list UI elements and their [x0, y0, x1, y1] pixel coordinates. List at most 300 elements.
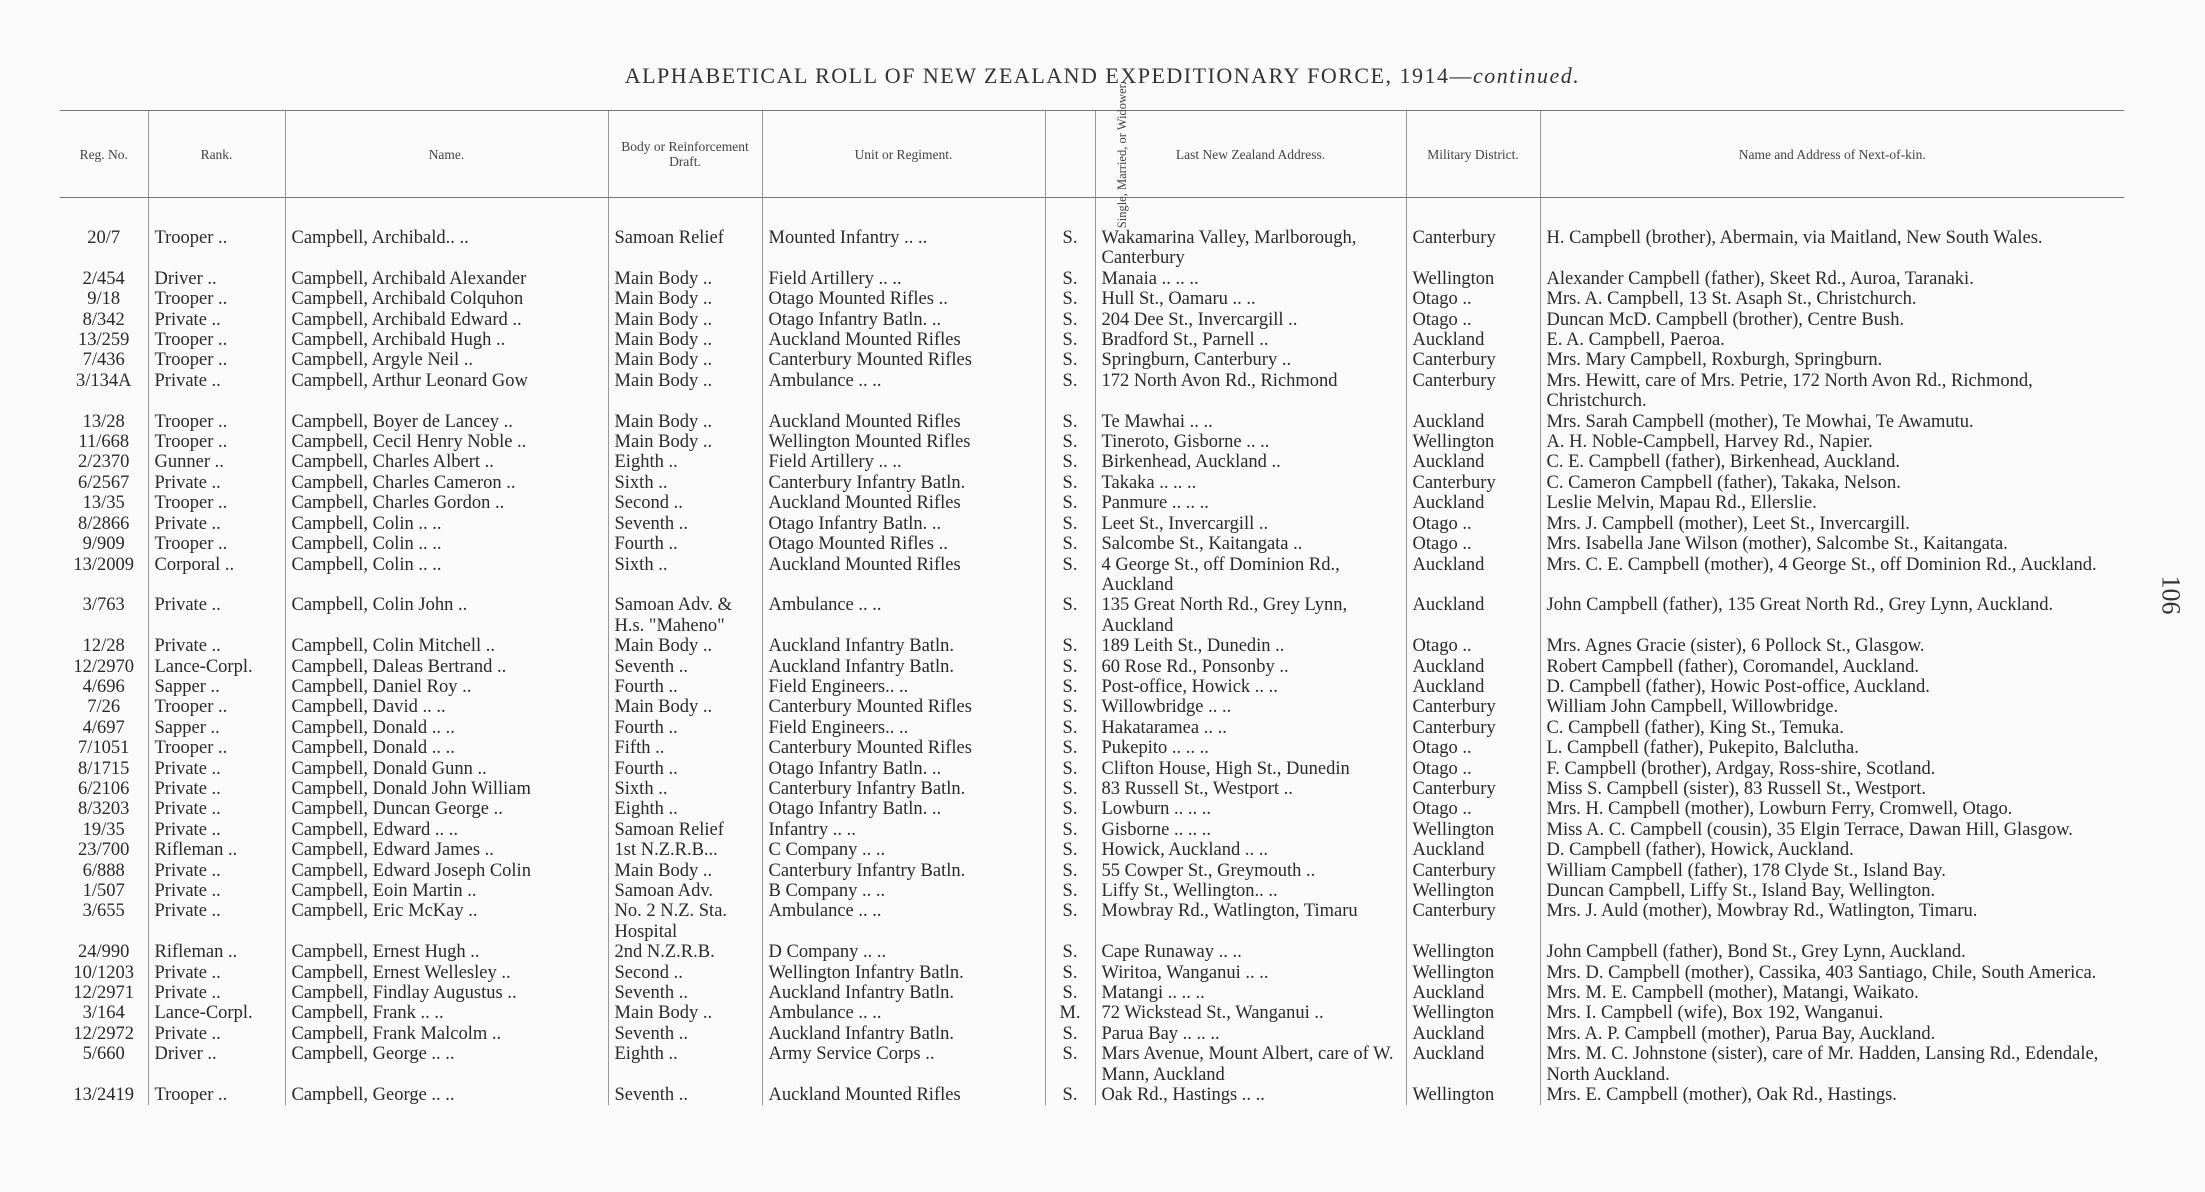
- table-row: [60, 269, 2124, 289]
- cell-rank: Private ..: [148, 820, 285, 840]
- cell-reg-no: 24/990: [78, 942, 130, 963]
- cell-district: Otago ..: [1406, 636, 1540, 656]
- cell-reg-no: 8/342: [82, 309, 125, 330]
- table-row: [60, 1085, 2124, 1105]
- cell-next-of-kin: E. A. Campbell, Paeroa.: [1540, 330, 2124, 350]
- cell-unit: B Company .. ..: [762, 881, 1045, 901]
- cell-name: Campbell, Donald John William: [285, 779, 608, 799]
- cell-reg-no: 19/35: [82, 819, 125, 840]
- cell-address: 60 Rose Rd., Ponsonby ..: [1095, 657, 1406, 677]
- cell-next-of-kin: D. Campbell (father), Howic Post-office, Auckland.: [1540, 677, 2124, 697]
- cell-marital-status: S.: [1045, 657, 1095, 677]
- cell-rank: Driver ..: [148, 1044, 285, 1085]
- table-row: [60, 861, 2124, 881]
- cell-marital-status: S.: [1045, 371, 1095, 412]
- cell-rank: Lance-Corpl.: [148, 1003, 285, 1023]
- cell-unit: Ambulance .. ..: [762, 595, 1045, 636]
- header-district: Military District.: [1406, 111, 1540, 198]
- cell-unit: Auckland Mounted Rifles: [762, 412, 1045, 432]
- cell-unit: Otago Mounted Rifles ..: [762, 534, 1045, 554]
- cell-next-of-kin: Mrs. Sarah Campbell (mother), Te Mowhai, Te Awamutu.: [1540, 412, 2124, 432]
- cell-rank: Private ..: [148, 759, 285, 779]
- cell-next-of-kin: A. H. Noble-Campbell, Harvey Rd., Napier.: [1540, 432, 2124, 452]
- cell-district: Canterbury: [1406, 779, 1540, 799]
- cell-next-of-kin: William John Campbell, Willowbridge.: [1540, 697, 2124, 717]
- cell-name: Campbell, Edward .. ..: [285, 820, 608, 840]
- cell-unit: Canterbury Infantry Batln.: [762, 473, 1045, 493]
- cell-next-of-kin: F. Campbell (brother), Ardgay, Ross-shire, Scotland.: [1540, 759, 2124, 779]
- cell-unit: Auckland Mounted Rifles: [762, 330, 1045, 350]
- cell-unit: Auckland Mounted Rifles: [762, 555, 1045, 596]
- cell-address: Clifton House, High St., Dunedin: [1095, 759, 1406, 779]
- cell-rank: Trooper ..: [148, 697, 285, 717]
- cell-district: Otago ..: [1406, 759, 1540, 779]
- cell-rank: Corporal ..: [148, 555, 285, 596]
- cell-rank: Trooper ..: [148, 412, 285, 432]
- cell-marital-status: S.: [1045, 493, 1095, 513]
- cell-address: Wakamarina Valley, Marlborough, Canterbury: [1095, 198, 1406, 269]
- cell-name: Campbell, Cecil Henry Noble ..: [285, 432, 608, 452]
- table-row: [60, 881, 2124, 901]
- cell-next-of-kin: H. Campbell (brother), Abermain, via Maitland, New South Wales.: [1540, 198, 2124, 269]
- cell-marital-status: S.: [1045, 1024, 1095, 1044]
- table-row: [60, 963, 2124, 983]
- cell-rank: Rifleman ..: [148, 942, 285, 962]
- cell-next-of-kin: Mrs. A. Campbell, 13 St. Asaph St., Christchurch.: [1540, 289, 2124, 309]
- cell-address: 172 North Avon Rd., Richmond: [1095, 371, 1406, 412]
- cell-unit: Ambulance .. ..: [762, 901, 1045, 942]
- cell-name: Campbell, Daleas Bertrand ..: [285, 657, 608, 677]
- cell-unit: Field Artillery .. ..: [762, 452, 1045, 472]
- cell-unit: Canterbury Infantry Batln.: [762, 779, 1045, 799]
- cell-rank: Private ..: [148, 310, 285, 330]
- cell-rank: Trooper ..: [148, 198, 285, 269]
- cell-unit: Wellington Infantry Batln.: [762, 963, 1045, 983]
- table-row: [60, 289, 2124, 309]
- cell-address: Parua Bay .. .. ..: [1095, 1024, 1406, 1044]
- cell-body: Second ..: [608, 963, 762, 983]
- cell-district: Canterbury: [1406, 901, 1540, 942]
- cell-body: 1st N.Z.R.B...: [608, 840, 762, 860]
- cell-body: Main Body ..: [608, 350, 762, 370]
- table-row: [60, 555, 2124, 596]
- cell-reg-no: 6/888: [82, 860, 125, 881]
- cell-reg-no: 11/668: [78, 432, 130, 453]
- table-row: [60, 493, 2124, 513]
- cell-district: Wellington: [1406, 881, 1540, 901]
- cell-next-of-kin: Mrs. M. E. Campbell (mother), Matangi, Waikato.: [1540, 983, 2124, 1003]
- cell-district: Otago ..: [1406, 289, 1540, 309]
- cell-district: Canterbury: [1406, 350, 1540, 370]
- cell-district: Auckland: [1406, 677, 1540, 697]
- cell-reg-no: 13/2009: [73, 554, 135, 575]
- header-rank: Rank.: [148, 111, 285, 198]
- table-row: [60, 371, 2124, 412]
- cell-next-of-kin: Mrs. Isabella Jane Wilson (mother), Salcombe St., Kaitangata.: [1540, 534, 2124, 554]
- cell-rank: Private ..: [148, 595, 285, 636]
- cell-name: Campbell, George .. ..: [285, 1085, 608, 1105]
- page-number: 106: [2156, 575, 2186, 615]
- cell-next-of-kin: Mrs. E. Campbell (mother), Oak Rd., Hastings.: [1540, 1085, 2124, 1105]
- cell-reg-no: 2/2370: [78, 452, 130, 473]
- cell-reg-no: 3/763: [82, 595, 125, 616]
- cell-unit: Infantry .. ..: [762, 820, 1045, 840]
- cell-rank: Private ..: [148, 861, 285, 881]
- cell-address: 204 Dee St., Invercargill ..: [1095, 310, 1406, 330]
- cell-district: Auckland: [1406, 1044, 1540, 1085]
- cell-body: Main Body ..: [608, 636, 762, 656]
- cell-address: 4 George St., off Dominion Rd., Auckland: [1095, 555, 1406, 596]
- cell-address: Hakataramea .. ..: [1095, 718, 1406, 738]
- cell-marital-status: S.: [1045, 942, 1095, 962]
- cell-unit: Canterbury Mounted Rifles: [762, 738, 1045, 758]
- cell-address: Cape Runaway .. ..: [1095, 942, 1406, 962]
- cell-rank: Private ..: [148, 1024, 285, 1044]
- cell-address: Bradford St., Parnell ..: [1095, 330, 1406, 350]
- cell-body: Main Body ..: [608, 432, 762, 452]
- cell-next-of-kin: D. Campbell (father), Howick, Auckland.: [1540, 840, 2124, 860]
- cell-name: Campbell, Donald Gunn ..: [285, 759, 608, 779]
- cell-address: Leet St., Invercargill ..: [1095, 514, 1406, 534]
- cell-next-of-kin: Mrs. J. Auld (mother), Mowbray Rd., Watlington, Timaru.: [1540, 901, 2124, 942]
- table-row: [60, 738, 2124, 758]
- table-row: [60, 677, 2124, 697]
- title-main: ALPHABETICAL ROLL OF NEW ZEALAND EXPEDITIONARY FORCE, 1914—: [624, 63, 1474, 88]
- cell-rank: Lance-Corpl.: [148, 657, 285, 677]
- table-row: [60, 1003, 2124, 1023]
- cell-marital-status: S.: [1045, 473, 1095, 493]
- cell-district: Wellington: [1406, 820, 1540, 840]
- cell-marital-status: S.: [1045, 310, 1095, 330]
- title-continued: continued.: [1473, 63, 1581, 88]
- cell-next-of-kin: Mrs. Hewitt, care of Mrs. Petrie, 172 North Avon Rd., Richmond, Christchurch.: [1540, 371, 2124, 412]
- cell-district: Auckland: [1406, 330, 1540, 350]
- cell-name: Campbell, Frank .. ..: [285, 1003, 608, 1023]
- header-unit: Unit or Regiment.: [762, 111, 1045, 198]
- cell-reg-no: 3/134A: [76, 370, 132, 391]
- cell-name: Campbell, Charles Cameron ..: [285, 473, 608, 493]
- cell-address: Howick, Auckland .. ..: [1095, 840, 1406, 860]
- cell-name: Campbell, Colin .. ..: [285, 534, 608, 554]
- cell-marital-status: S.: [1045, 534, 1095, 554]
- cell-reg-no: 12/2970: [73, 656, 135, 677]
- cell-reg-no: 1/507: [82, 881, 125, 901]
- cell-name: Campbell, Archibald Colquhon: [285, 289, 608, 309]
- cell-rank: Private ..: [148, 473, 285, 493]
- cell-next-of-kin: Mrs. A. P. Campbell (mother), Parua Bay, Auckland.: [1540, 1024, 2124, 1044]
- cell-address: Mars Avenue, Mount Albert, care of W. Mann, Auckland: [1095, 1044, 1406, 1085]
- cell-name: Campbell, Argyle Neil ..: [285, 350, 608, 370]
- cell-body: Main Body ..: [608, 289, 762, 309]
- table-row: [60, 697, 2124, 717]
- cell-reg-no: 13/259: [78, 330, 130, 351]
- cell-name: Campbell, Charles Albert ..: [285, 452, 608, 472]
- cell-rank: Trooper ..: [148, 493, 285, 513]
- cell-district: Canterbury: [1406, 473, 1540, 493]
- cell-name: Campbell, Archibald Edward ..: [285, 310, 608, 330]
- cell-name: Campbell, Charles Gordon ..: [285, 493, 608, 513]
- cell-body: Second ..: [608, 493, 762, 513]
- cell-body: Samoan Adv. & H.s. "Maheno": [608, 595, 762, 636]
- cell-rank: Private ..: [148, 514, 285, 534]
- cell-next-of-kin: Leslie Melvin, Mapau Rd., Ellerslie.: [1540, 493, 2124, 513]
- cell-marital-status: S.: [1045, 636, 1095, 656]
- cell-name: Campbell, Eoin Martin ..: [285, 881, 608, 901]
- cell-unit: C Company .. ..: [762, 840, 1045, 860]
- cell-body: Samoan Adv.: [608, 881, 762, 901]
- cell-next-of-kin: Mrs. M. C. Johnstone (sister), care of Mr. Hadden, Lansing Rd., Edendale, North Auckland.: [1540, 1044, 2124, 1085]
- cell-body: Sixth ..: [608, 555, 762, 596]
- cell-district: Auckland: [1406, 595, 1540, 636]
- cell-district: Canterbury: [1406, 198, 1540, 269]
- cell-marital-status: S.: [1045, 412, 1095, 432]
- table-row: [60, 473, 2124, 493]
- cell-rank: Rifleman ..: [148, 840, 285, 860]
- cell-marital-status: S.: [1045, 432, 1095, 452]
- table-row: [60, 350, 2124, 370]
- table-row: [60, 595, 2124, 636]
- cell-reg-no: 9/909: [82, 534, 125, 555]
- cell-address: Hull St., Oamaru .. ..: [1095, 289, 1406, 309]
- cell-address: Manaia .. .. ..: [1095, 269, 1406, 289]
- cell-reg-no: 13/2419: [73, 1085, 135, 1106]
- cell-unit: Canterbury Mounted Rifles: [762, 350, 1045, 370]
- cell-district: Canterbury: [1406, 861, 1540, 881]
- cell-reg-no: 10/1203: [73, 962, 135, 983]
- cell-marital-status: S.: [1045, 779, 1095, 799]
- cell-name: Campbell, Findlay Augustus ..: [285, 983, 608, 1003]
- roll-table: [60, 81, 2124, 1106]
- header-marital-status-text: Single, Married, or Widower.: [1114, 81, 1129, 228]
- cell-next-of-kin: Mrs. C. E. Campbell (mother), 4 George St., off Dominion Rd., Auckland.: [1540, 555, 2124, 596]
- cell-body: No. 2 N.Z. Sta. Hospital: [608, 901, 762, 942]
- cell-reg-no: 6/2567: [78, 472, 130, 493]
- cell-next-of-kin: L. Campbell (father), Pukepito, Balclutha.: [1540, 738, 2124, 758]
- cell-address: 72 Wickstead St., Wanganui ..: [1095, 1003, 1406, 1023]
- cell-district: Auckland: [1406, 840, 1540, 860]
- cell-rank: Trooper ..: [148, 330, 285, 350]
- cell-rank: Private ..: [148, 963, 285, 983]
- cell-reg-no: 5/660: [82, 1044, 125, 1065]
- cell-address: Springburn, Canterbury ..: [1095, 350, 1406, 370]
- cell-district: Auckland: [1406, 1024, 1540, 1044]
- cell-district: Otago ..: [1406, 310, 1540, 330]
- cell-name: Campbell, Edward Joseph Colin: [285, 861, 608, 881]
- cell-body: Seventh ..: [608, 514, 762, 534]
- cell-reg-no: 20/7: [87, 228, 121, 248]
- cell-next-of-kin: Miss S. Campbell (sister), 83 Russell St., Westport.: [1540, 779, 2124, 799]
- cell-reg-no: 12/28: [82, 636, 125, 657]
- cell-unit: Auckland Infantry Batln.: [762, 636, 1045, 656]
- cell-body: Fourth ..: [608, 534, 762, 554]
- cell-next-of-kin: Duncan McD. Campbell (brother), Centre Bush.: [1540, 310, 2124, 330]
- cell-body: 2nd N.Z.R.B.: [608, 942, 762, 962]
- cell-name: Campbell, Archibald.. ..: [285, 198, 608, 269]
- roll-table-body: [60, 198, 2124, 1106]
- cell-rank: Private ..: [148, 983, 285, 1003]
- cell-marital-status: S.: [1045, 983, 1095, 1003]
- cell-rank: Trooper ..: [148, 738, 285, 758]
- cell-next-of-kin: John Campbell (father), Bond St., Grey Lynn, Auckland.: [1540, 942, 2124, 962]
- table-row: [60, 983, 2124, 1003]
- cell-marital-status: M.: [1045, 1003, 1095, 1023]
- cell-rank: Private ..: [148, 371, 285, 412]
- cell-name: Campbell, Daniel Roy ..: [285, 677, 608, 697]
- cell-district: Wellington: [1406, 963, 1540, 983]
- cell-district: Auckland: [1406, 657, 1540, 677]
- cell-name: Campbell, Archibald Hugh ..: [285, 330, 608, 350]
- cell-unit: Mounted Infantry .. ..: [762, 198, 1045, 269]
- cell-body: Eighth ..: [608, 799, 762, 819]
- cell-district: Otago ..: [1406, 799, 1540, 819]
- cell-address: Takaka .. .. ..: [1095, 473, 1406, 493]
- cell-body: Main Body ..: [608, 371, 762, 412]
- cell-rank: Private ..: [148, 901, 285, 942]
- cell-marital-status: S.: [1045, 595, 1095, 636]
- cell-address: Lowburn .. .. ..: [1095, 799, 1406, 819]
- table-row: [60, 820, 2124, 840]
- cell-body: Fourth ..: [608, 759, 762, 779]
- cell-marital-status: S.: [1045, 861, 1095, 881]
- table-row: [60, 1024, 2124, 1044]
- cell-name: Campbell, Duncan George ..: [285, 799, 608, 819]
- cell-name: Campbell, Colin John ..: [285, 595, 608, 636]
- cell-unit: Otago Infantry Batln. ..: [762, 759, 1045, 779]
- cell-address: Tineroto, Gisborne .. ..: [1095, 432, 1406, 452]
- cell-reg-no: 3/164: [82, 1003, 125, 1024]
- cell-name: Campbell, Donald .. ..: [285, 738, 608, 758]
- page-title: [0, 63, 2205, 89]
- cell-next-of-kin: Mrs. H. Campbell (mother), Lowburn Ferry, Cromwell, Otago.: [1540, 799, 2124, 819]
- cell-marital-status: S.: [1045, 881, 1095, 901]
- cell-name: Campbell, Arthur Leonard Gow: [285, 371, 608, 412]
- cell-body: Eighth ..: [608, 452, 762, 472]
- cell-unit: Auckland Mounted Rifles: [762, 493, 1045, 513]
- cell-name: Campbell, Archibald Alexander: [285, 269, 608, 289]
- cell-address: Willowbridge .. ..: [1095, 697, 1406, 717]
- cell-district: Wellington: [1406, 1085, 1540, 1105]
- cell-next-of-kin: C. E. Campbell (father), Birkenhead, Auckland.: [1540, 452, 2124, 472]
- cell-name: Campbell, David .. ..: [285, 697, 608, 717]
- cell-body: Fourth ..: [608, 718, 762, 738]
- cell-address: 135 Great North Rd., Grey Lynn, Auckland: [1095, 595, 1406, 636]
- cell-body: Samoan Relief: [608, 820, 762, 840]
- cell-next-of-kin: Miss A. C. Campbell (cousin), 35 Elgin Terrace, Dawan Hill, Glasgow.: [1540, 820, 2124, 840]
- cell-unit: Otago Infantry Batln. ..: [762, 799, 1045, 819]
- header-marital-status: [1045, 81, 1129, 228]
- header-name: Name.: [285, 111, 608, 198]
- table-row: [60, 718, 2124, 738]
- cell-district: Otago ..: [1406, 738, 1540, 758]
- cell-next-of-kin: Duncan Campbell, Liffy St., Island Bay, Wellington.: [1540, 881, 2124, 901]
- cell-marital-status: S.: [1045, 799, 1095, 819]
- cell-body: Seventh ..: [608, 657, 762, 677]
- table-row: [60, 310, 2124, 330]
- cell-unit: D Company .. ..: [762, 942, 1045, 962]
- cell-rank: Trooper ..: [148, 350, 285, 370]
- table-row: [60, 534, 2124, 554]
- cell-name: Campbell, George .. ..: [285, 1044, 608, 1085]
- cell-body: Main Body ..: [608, 412, 762, 432]
- cell-address: Mowbray Rd., Watlington, Timaru: [1095, 901, 1406, 942]
- cell-rank: Trooper ..: [148, 432, 285, 452]
- cell-body: Main Body ..: [608, 269, 762, 289]
- cell-next-of-kin: Mrs. D. Campbell (mother), Cassika, 403 Santiago, Chile, South America.: [1540, 963, 2124, 983]
- cell-unit: Ambulance .. ..: [762, 371, 1045, 412]
- cell-body: Main Body ..: [608, 1003, 762, 1023]
- table-row: [60, 759, 2124, 779]
- cell-address: Gisborne .. .. ..: [1095, 820, 1406, 840]
- cell-name: Campbell, Colin .. ..: [285, 514, 608, 534]
- cell-body: Eighth ..: [608, 1044, 762, 1085]
- cell-body: Samoan Relief: [608, 198, 762, 269]
- cell-next-of-kin: Mrs. J. Campbell (mother), Leet St., Invercargill.: [1540, 514, 2124, 534]
- cell-rank: Sapper ..: [148, 677, 285, 697]
- cell-district: Auckland: [1406, 983, 1540, 1003]
- cell-marital-status: S.: [1045, 198, 1095, 269]
- cell-address: Liffy St., Wellington.. ..: [1095, 881, 1406, 901]
- cell-body: Seventh ..: [608, 1024, 762, 1044]
- cell-district: Wellington: [1406, 942, 1540, 962]
- cell-marital-status: S.: [1045, 514, 1095, 534]
- cell-unit: Field Artillery .. ..: [762, 269, 1045, 289]
- cell-body: Sixth ..: [608, 779, 762, 799]
- cell-district: Wellington: [1406, 1003, 1540, 1023]
- cell-reg-no: 8/2866: [78, 513, 130, 534]
- cell-reg-no: 8/1715: [78, 758, 130, 779]
- cell-unit: Otago Infantry Batln. ..: [762, 310, 1045, 330]
- cell-marital-status: S.: [1045, 718, 1095, 738]
- cell-body: Main Body ..: [608, 861, 762, 881]
- cell-unit: Otago Infantry Batln. ..: [762, 514, 1045, 534]
- cell-body: Main Body ..: [608, 310, 762, 330]
- cell-district: Wellington: [1406, 432, 1540, 452]
- header-next-of-kin: Name and Address of Next-of-kin.: [1540, 111, 2124, 198]
- cell-rank: Trooper ..: [148, 1085, 285, 1105]
- cell-marital-status: S.: [1045, 738, 1095, 758]
- cell-reg-no: 4/697: [82, 717, 125, 738]
- cell-rank: Private ..: [148, 881, 285, 901]
- table-header-row: [60, 111, 2124, 198]
- cell-district: Auckland: [1406, 452, 1540, 472]
- cell-body: Fifth ..: [608, 738, 762, 758]
- cell-unit: Ambulance .. ..: [762, 1003, 1045, 1023]
- table-row: [60, 779, 2124, 799]
- cell-marital-status: S.: [1045, 289, 1095, 309]
- cell-address: Oak Rd., Hastings .. ..: [1095, 1085, 1406, 1105]
- cell-name: Campbell, Eric McKay ..: [285, 901, 608, 942]
- cell-body: Seventh ..: [608, 983, 762, 1003]
- cell-marital-status: S.: [1045, 697, 1095, 717]
- cell-name: Campbell, Colin .. ..: [285, 555, 608, 596]
- cell-address: 189 Leith St., Dunedin ..: [1095, 636, 1406, 656]
- cell-next-of-kin: William Campbell (father), 178 Clyde St., Island Bay.: [1540, 861, 2124, 881]
- cell-address: Matangi .. .. ..: [1095, 983, 1406, 1003]
- cell-name: Campbell, Frank Malcolm ..: [285, 1024, 608, 1044]
- cell-body: Main Body ..: [608, 697, 762, 717]
- cell-address: Te Mawhai .. ..: [1095, 412, 1406, 432]
- cell-unit: Auckland Infantry Batln.: [762, 1024, 1045, 1044]
- table-row: [60, 840, 2124, 860]
- cell-unit: Auckland Infantry Batln.: [762, 983, 1045, 1003]
- cell-rank: Gunner ..: [148, 452, 285, 472]
- table-row: [60, 942, 2124, 962]
- cell-reg-no: 13/28: [82, 411, 125, 432]
- cell-reg-no: 7/1051: [78, 738, 130, 759]
- cell-next-of-kin: Alexander Campbell (father), Skeet Rd., Auroa, Taranaki.: [1540, 269, 2124, 289]
- cell-marital-status: S.: [1045, 963, 1095, 983]
- cell-marital-status: S.: [1045, 759, 1095, 779]
